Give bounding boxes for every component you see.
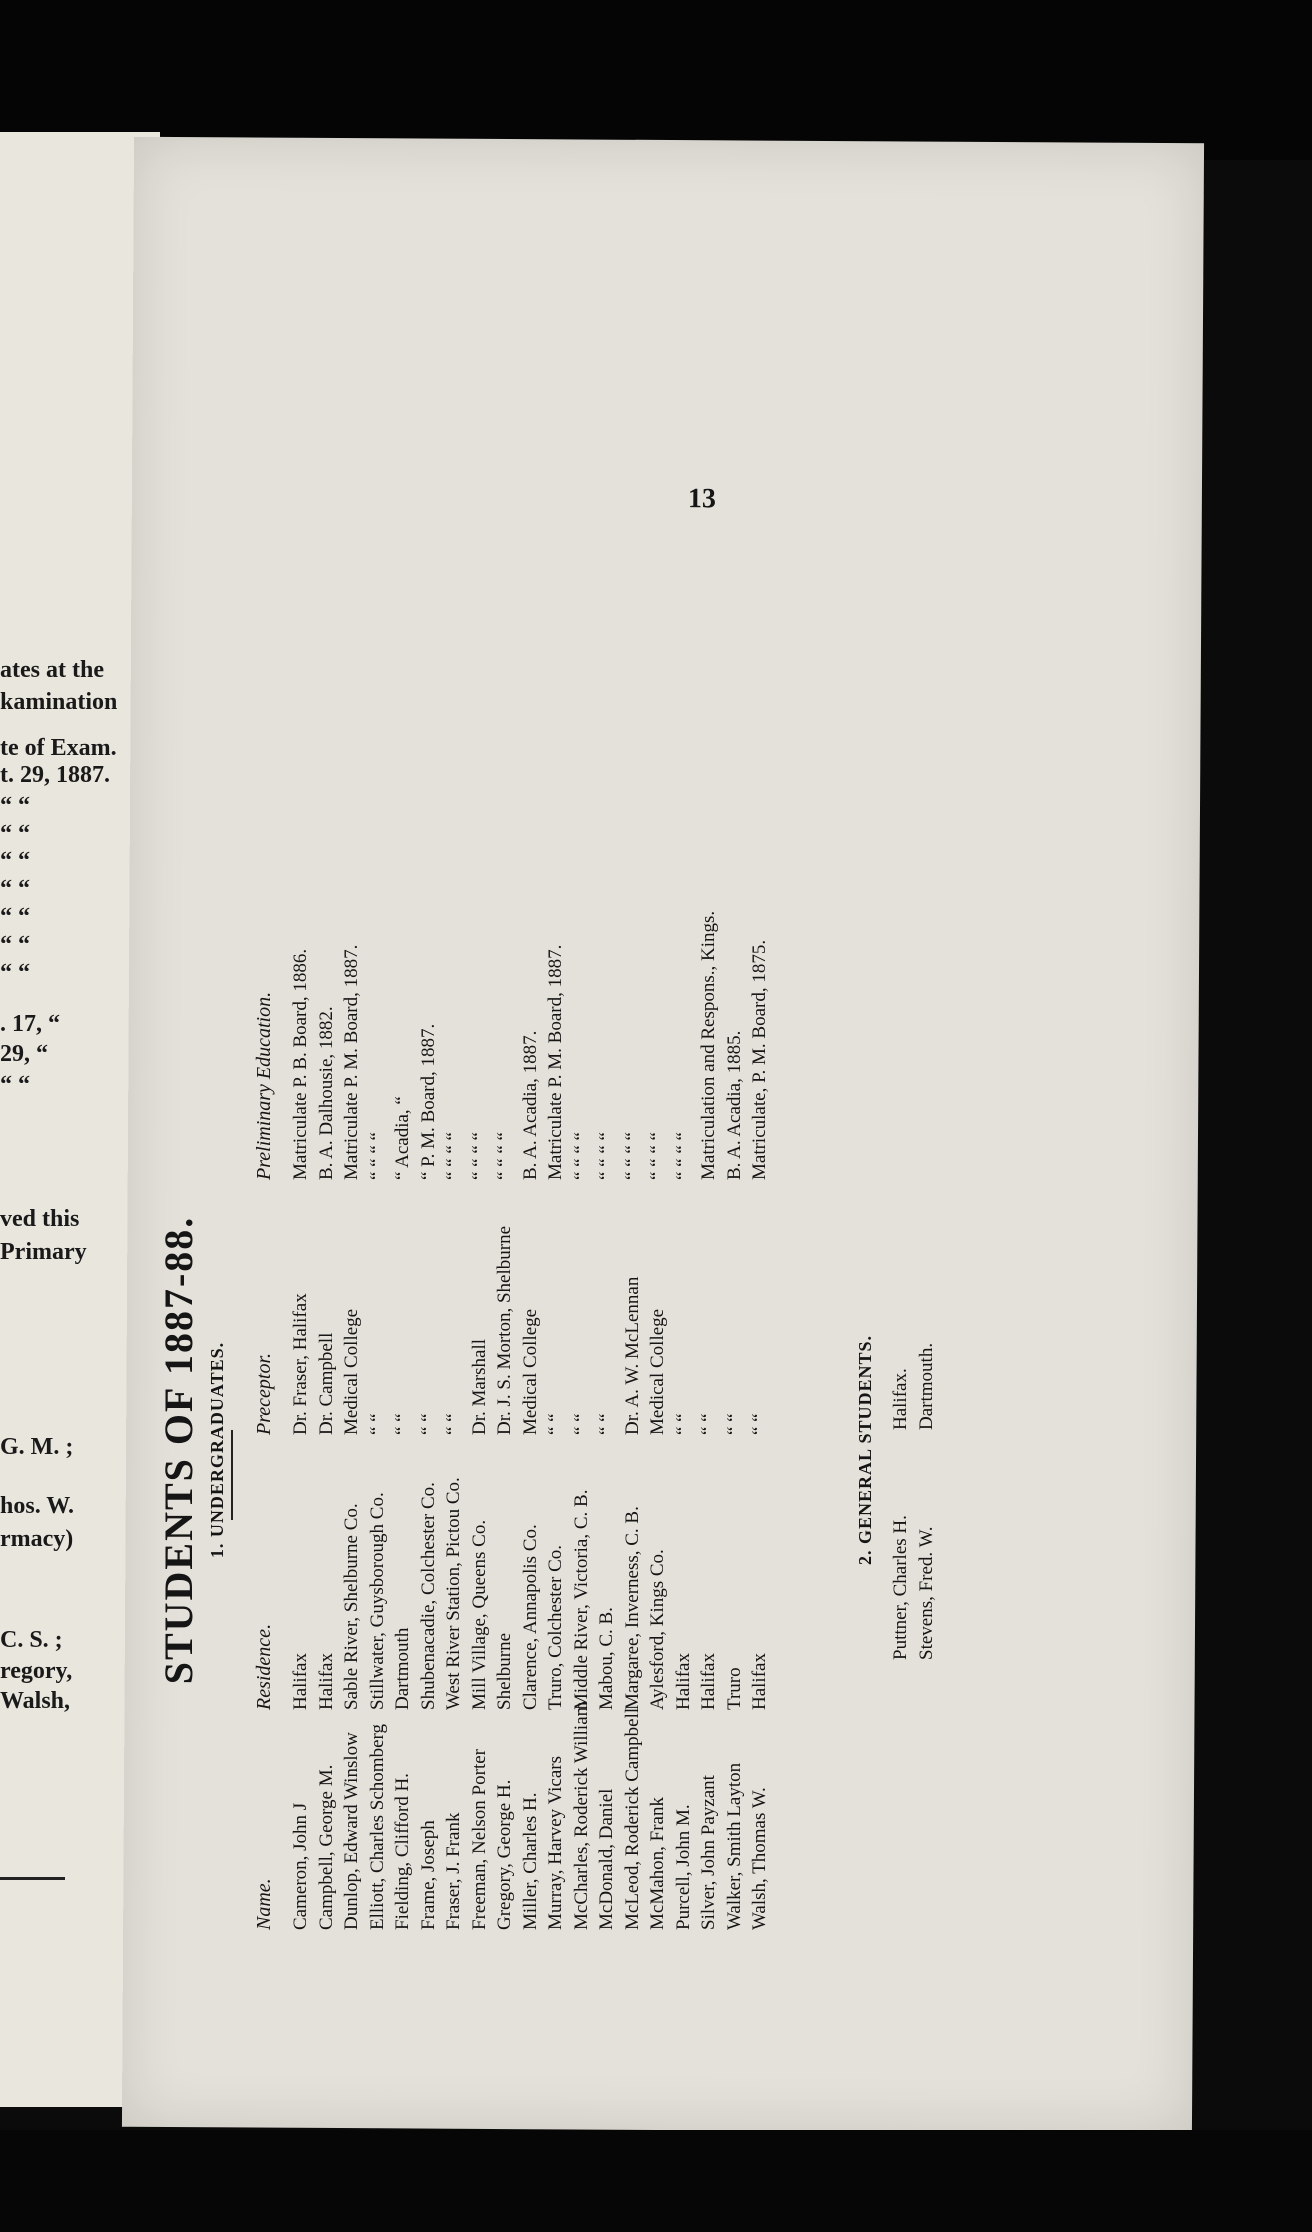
- student-education: “ “ “ “: [366, 1132, 388, 1180]
- student-preceptor: “ “: [672, 1413, 694, 1435]
- student-name: Walker, Smith Layton: [723, 1762, 745, 1930]
- student-education: “ “ “ “: [494, 1132, 515, 1180]
- student-row: [724, 910, 748, 1960]
- student-row: [469, 910, 493, 1960]
- student-row: [443, 910, 467, 1960]
- left-page-text-fragment: “ “: [0, 793, 30, 819]
- student-preceptor: Dr. Campbell: [315, 1332, 337, 1435]
- student-row: [392, 910, 416, 1960]
- left-page-rule: [0, 1877, 65, 1880]
- student-name: Fraser, J. Frank: [443, 1812, 464, 1930]
- left-page-text-fragment: “ “: [0, 821, 30, 847]
- student-education: “ P. M. Board, 1887.: [417, 1023, 439, 1180]
- student-education: “ “ “ “: [672, 1132, 694, 1180]
- page-number: 13: [687, 483, 716, 515]
- student-residence: Shubenacadie, Colchester Co.: [417, 1482, 439, 1710]
- student-row: [520, 910, 544, 1960]
- left-page-text-fragment: rmacy): [0, 1526, 74, 1552]
- student-residence: Truro: [723, 1667, 745, 1710]
- column-header-education: Preliminary Education.: [253, 991, 275, 1180]
- student-education: B. A. Acadia, 1885.: [723, 1030, 745, 1180]
- section-rule: [231, 1430, 233, 1520]
- student-row: [698, 910, 722, 1960]
- student-education: B. A. Dalhousie, 1882.: [315, 1006, 337, 1180]
- left-page-text-fragment: C. S. ;: [0, 1627, 63, 1653]
- left-page-text-fragment: “ “: [0, 960, 30, 986]
- student-education: “ “ “ “: [647, 1132, 668, 1180]
- general-student-row: [890, 1260, 914, 1960]
- left-page-text-fragment: regory,: [0, 1658, 73, 1684]
- student-name: McDonald, Daniel: [596, 1788, 617, 1930]
- student-residence: Clarence, Annapolis Co.: [519, 1524, 541, 1710]
- rotated-student-list: [145, 910, 965, 1960]
- student-preceptor: “ “: [570, 1413, 592, 1435]
- student-name: Campbell, George M.: [315, 1764, 337, 1930]
- student-education: B. A. Acadia, 1887.: [519, 1030, 541, 1180]
- column-header-preceptor: Preceptor.: [253, 1352, 275, 1435]
- left-page-text-fragment: t. 29, 1887.: [0, 762, 110, 788]
- student-education: Matriculate P. M. Board, 1887.: [341, 944, 362, 1180]
- left-page-text-fragment: ved this: [0, 1206, 80, 1232]
- student-preceptor: “ “: [596, 1413, 617, 1435]
- student-name: Silver, John Payzant: [698, 1775, 719, 1930]
- column-header-name: Name.: [253, 1878, 275, 1930]
- student-row: [290, 910, 314, 1960]
- student-row: [494, 910, 518, 1960]
- left-page-text-fragment: Walsh,: [0, 1688, 71, 1714]
- student-education: “ Acadia, “: [392, 1096, 413, 1180]
- section-heading-general-students: 2. GENERAL STUDENTS.: [855, 1334, 875, 1566]
- left-page-text-fragment: te of Exam.: [0, 735, 117, 761]
- student-row: [367, 910, 391, 1960]
- student-row: [749, 910, 773, 1960]
- left-page-text-fragment: 29, “: [0, 1041, 48, 1067]
- student-education: “ “ “ “: [621, 1132, 643, 1180]
- left-page-text-fragment: “ “: [0, 876, 30, 902]
- student-education: “ “ “ “: [570, 1132, 592, 1180]
- student-education: Matriculate P. M. Board, 1887.: [545, 944, 566, 1180]
- student-residence: Stillwater, Guysborough Co.: [366, 1492, 388, 1710]
- left-page-text-fragment: Primary: [0, 1239, 87, 1265]
- student-row: [418, 910, 442, 1960]
- student-preceptor: “ “: [392, 1413, 413, 1435]
- left-page-text-fragment: G. M. ;: [0, 1434, 74, 1460]
- student-name: McCharles, Roderick William: [570, 1701, 592, 1930]
- student-preceptor: Dr. Fraser, Halifax: [290, 1293, 311, 1435]
- general-student-name: Stevens, Fred. W.: [916, 1526, 937, 1660]
- student-row: [673, 910, 697, 1960]
- student-name: Cameron, John J: [290, 1802, 311, 1930]
- student-residence: Mabou, C. B.: [596, 1607, 617, 1710]
- student-name: Fielding, Clifford H.: [392, 1773, 413, 1930]
- student-name: Murray, Harvey Vicars: [545, 1755, 566, 1930]
- general-student-residence: Dartmouth.: [916, 1342, 937, 1430]
- student-residence: Truro, Colchester Co.: [545, 1544, 566, 1710]
- student-residence: Halifax: [698, 1653, 719, 1710]
- student-residence: West River Station, Pictou Co.: [443, 1477, 464, 1710]
- student-residence: Halifax: [315, 1653, 337, 1710]
- column-header-residence: Residence.: [253, 1623, 275, 1710]
- student-preceptor: Medical College: [519, 1308, 541, 1435]
- student-row: [341, 910, 365, 1960]
- section-heading-undergraduates: 1. UNDERGRADUATES.: [207, 1341, 227, 1559]
- left-page-text-fragment: ates at the: [0, 657, 104, 683]
- student-preceptor: “ “: [698, 1413, 719, 1435]
- student-name: Purcell, John M.: [672, 1804, 694, 1930]
- student-education: Matriculation and Respons., Kings.: [698, 910, 719, 1180]
- student-residence: Shelburne: [494, 1632, 515, 1710]
- student-row: [596, 910, 620, 1960]
- student-preceptor: Medical College: [341, 1308, 362, 1435]
- student-name: Miller, Charles H.: [519, 1792, 541, 1930]
- student-name: Elliott, Charles Schomberg: [366, 1724, 388, 1930]
- left-page-text-fragment: “ “: [0, 848, 30, 874]
- student-residence: Aylesford, Kings Co.: [647, 1549, 668, 1710]
- student-name: Frame, Joseph: [417, 1820, 439, 1930]
- student-row: [622, 910, 646, 1960]
- student-name: Gregory, George H.: [494, 1779, 515, 1930]
- student-residence: Middle River, Victoria, C. B.: [570, 1489, 592, 1710]
- student-name: McLeod, Roderick Campbell: [621, 1707, 643, 1930]
- student-name: McMahon, Frank: [647, 1797, 668, 1930]
- student-name: Dunlop, Edward Winslow: [341, 1732, 362, 1930]
- student-residence: Margaree, Inverness, C. B.: [621, 1506, 643, 1710]
- student-education: Matriculate, P. M. Board, 1875.: [749, 939, 770, 1180]
- student-preceptor: “ “: [417, 1413, 439, 1435]
- left-page-text-fragment: kamination: [0, 689, 118, 715]
- student-row: [545, 910, 569, 1960]
- student-preceptor: “ “: [723, 1413, 745, 1435]
- general-student-row: [916, 1260, 940, 1960]
- general-student-name: Puttner, Charles H.: [890, 1515, 911, 1660]
- student-preceptor: “ “: [443, 1413, 464, 1435]
- student-row: [647, 910, 671, 1960]
- scan-border-top: [0, 0, 1312, 160]
- left-page-text-fragment: . 17, “: [0, 1011, 60, 1037]
- student-residence: Mill Village, Queens Co.: [468, 1519, 490, 1710]
- student-education: “ “ “ “: [596, 1132, 617, 1180]
- student-residence: Halifax: [290, 1653, 311, 1710]
- student-preceptor: “ “: [749, 1413, 770, 1435]
- student-residence: Sable River, Shelburne Co.: [341, 1503, 362, 1710]
- student-preceptor: Dr. Marshall: [468, 1338, 490, 1435]
- student-education: Matriculate P. B. Board, 1886.: [290, 948, 311, 1180]
- left-page-text-fragment: “ “: [0, 932, 30, 958]
- student-row: [316, 910, 340, 1960]
- student-residence: Halifax: [749, 1653, 770, 1710]
- general-student-residence: Halifax.: [890, 1368, 911, 1430]
- student-preceptor: Medical College: [647, 1308, 668, 1435]
- left-page-text-fragment: “ “: [0, 904, 30, 930]
- student-education: “ “ “ “: [468, 1132, 490, 1180]
- student-residence: Halifax: [672, 1653, 694, 1710]
- student-preceptor: “ “: [366, 1413, 388, 1435]
- page-title: STUDENTS OF 1887-88.: [156, 1215, 201, 1685]
- student-education: “ “ “ “: [443, 1132, 464, 1180]
- left-page-text-fragment: hos. W.: [0, 1493, 75, 1519]
- student-preceptor: “ “: [545, 1413, 566, 1435]
- student-name: Walsh, Thomas W.: [749, 1787, 770, 1930]
- left-page-text-fragment: “ “: [0, 1072, 30, 1098]
- scan-border-bottom: [0, 2130, 1312, 2232]
- student-preceptor: Dr. A. W. McLennan: [621, 1276, 643, 1435]
- student-name: Freeman, Nelson Porter: [468, 1749, 490, 1930]
- student-residence: Dartmouth: [392, 1627, 413, 1710]
- student-row: [571, 910, 595, 1960]
- student-preceptor: Dr. J. S. Morton, Shelburne: [494, 1226, 515, 1435]
